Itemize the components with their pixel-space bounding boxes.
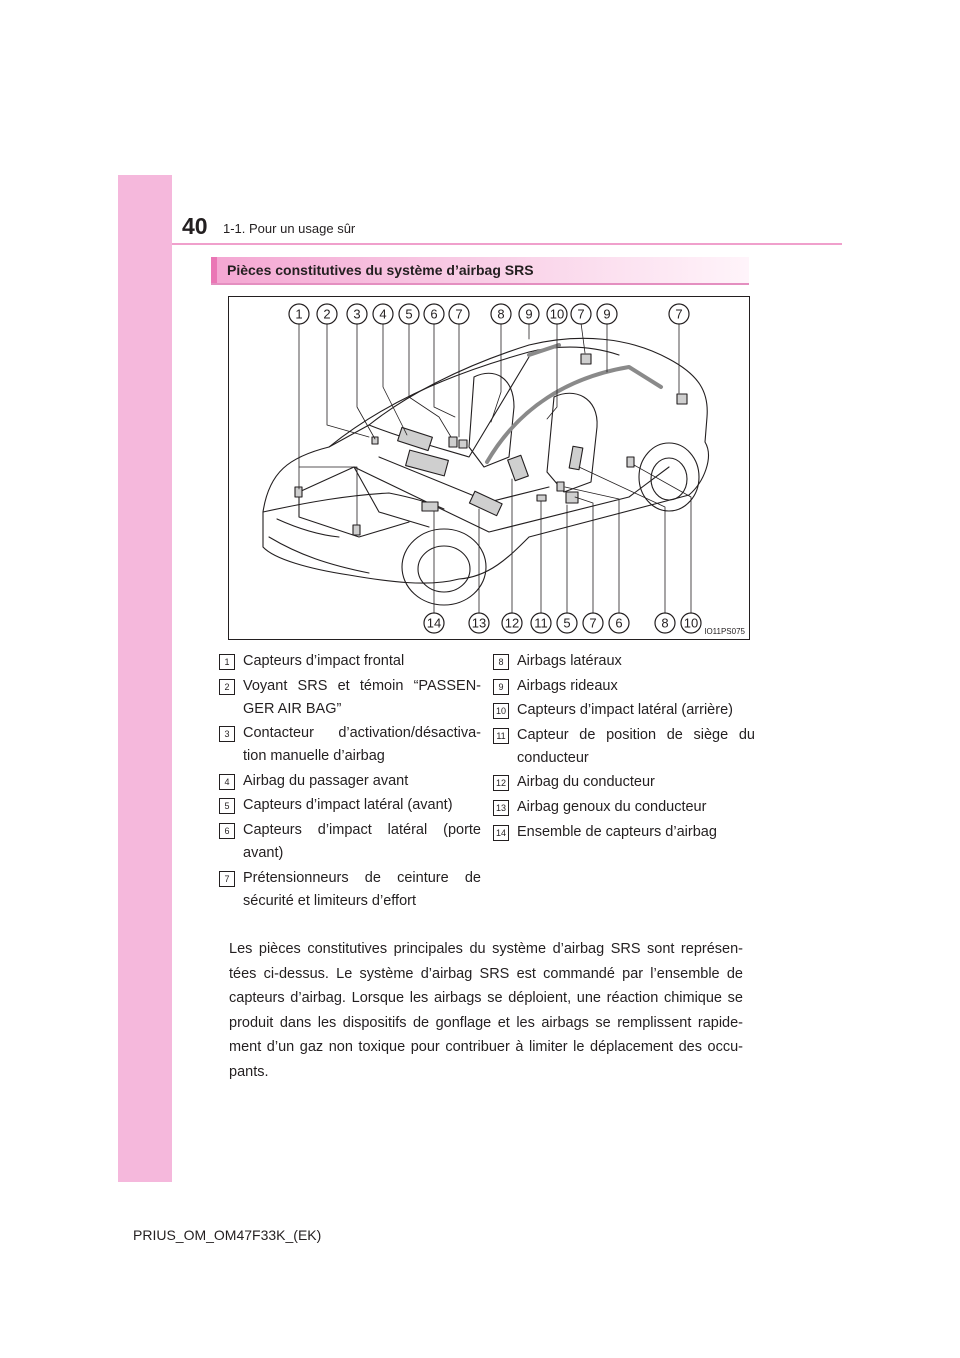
pretensioner-rear: [677, 394, 687, 404]
legend-item: [493, 724, 755, 770]
side-airbag-front: [508, 455, 529, 480]
section-title-banner: [211, 257, 749, 285]
callout-number: 8: [497, 306, 505, 322]
legend-item: [219, 867, 481, 913]
legend-item: [219, 650, 481, 673]
legend-text: Capteurs d’impact latéral (porte avant): [243, 821, 481, 861]
callout-number: 5: [405, 306, 413, 322]
legend-item: [219, 794, 481, 817]
rear-wheel-hub: [651, 458, 687, 500]
airbag-diagram: [228, 296, 750, 640]
rear-impact-sensor: [627, 457, 634, 467]
srs-indicator: [459, 440, 467, 448]
callout-number: 2: [323, 306, 331, 322]
callout-number: 10: [549, 306, 565, 322]
wiring-harness: [299, 457, 669, 532]
legend-number-badge: 14: [493, 825, 509, 841]
legend-text: Voyant SRS et témoin “PASSEN- GER AIR BAG”: [243, 677, 481, 717]
callout-number: 7: [577, 306, 585, 322]
side-airbag-rear: [569, 446, 583, 469]
seat-position-sensor: [537, 495, 546, 501]
page-number: 40: [182, 213, 208, 239]
legend-item: [493, 771, 755, 794]
legend-text: Airbag genoux du conducteur: [517, 798, 707, 815]
legend-number-badge: 13: [493, 800, 509, 816]
callout-number: 4: [379, 306, 387, 322]
legend-number-badge: 9: [493, 679, 509, 695]
airbag-sensor-assembly: [422, 502, 438, 511]
legend-number-badge: 8: [493, 654, 509, 670]
page-footer: PRIUS_OM_OM47F33K_(EK): [133, 1227, 322, 1243]
callout-number: 7: [589, 615, 597, 631]
side-impact-sensor: [557, 482, 564, 491]
car-illustration: [229, 297, 749, 639]
legend-number-badge: 7: [219, 871, 235, 887]
legend-item: [493, 675, 755, 698]
side-tab-strip: [118, 175, 172, 1182]
legend-text: Airbag du conducteur: [517, 774, 655, 791]
legend-item: [219, 675, 481, 721]
legend-text: Capteurs d’impact frontal: [243, 653, 405, 669]
legend-item: [219, 770, 481, 793]
legend-text: Contacteur d’activation/désactiva- tion manuelle d’airbag: [243, 725, 481, 765]
body-paragraph: Les pièces constitutives principales du système d’airbag SRS sont représen- tées ci-dessus. Le système d’airbag SRS est commandé par l’ensemble de capteurs d’airbag. Lorsque les airbags se déploient, une réaction chimique se produit dans les dispositifs de gonflage et les airbags se remplissent rapide- ment d’un gaz non toxique pour contribuer à limiter le déplacement des occu- pants.: [229, 941, 743, 1080]
legend-item: [493, 796, 755, 819]
callout-number: 11: [534, 615, 548, 631]
callout-number: 12: [504, 615, 520, 631]
figure-code: IO11PS075: [704, 627, 745, 636]
legend-number-badge: 6: [219, 823, 235, 839]
legend-item: [493, 821, 755, 844]
legend-text: Capteurs d’impact latéral (avant): [243, 797, 453, 814]
legend-number-badge: 1: [219, 654, 235, 670]
legend-text: Capteur de position de siège du conducteur: [517, 726, 755, 766]
legend-number-badge: 10: [493, 703, 509, 719]
passenger-airbag-module: [398, 427, 433, 450]
legend-item: [493, 699, 755, 722]
callout-number: 9: [603, 306, 611, 322]
knee-airbag-module: [469, 491, 502, 515]
legend-text: Airbags latéraux: [517, 653, 622, 669]
section-header: 1-1. Pour un usage sûr: [223, 221, 356, 236]
driver-airbag-module: [406, 450, 449, 476]
car-hood: [263, 493, 444, 512]
callout-number: 6: [615, 615, 623, 631]
callout-number: 13: [471, 615, 487, 631]
pretensioner-roof: [581, 354, 591, 364]
legend-item: [219, 722, 481, 768]
front-impact-sensor-right: [353, 525, 360, 535]
callout-number: 7: [675, 306, 683, 322]
legend-number-badge: 4: [219, 774, 235, 790]
car-roofline: [329, 347, 619, 447]
legend-item: [219, 819, 481, 865]
callout-number: 1: [295, 306, 303, 322]
callout-number: 14: [426, 615, 442, 631]
front-impact-sensor-left: [295, 487, 302, 497]
airbag-switch: [372, 437, 378, 444]
legend-number-badge: 3: [219, 726, 235, 742]
legend-number-badge: 11: [493, 728, 509, 744]
section-title: Pièces constitutives du système d’airbag SRS: [227, 262, 534, 278]
front-wheel-hub: [418, 546, 470, 592]
front-wheel: [402, 529, 486, 605]
section-title-accent: [211, 257, 217, 283]
legend-right-column: [493, 650, 755, 845]
driver-seat: [547, 393, 597, 492]
callout-number: 6: [430, 306, 438, 322]
callout-number: 8: [661, 615, 669, 631]
legend-text: Airbag du passager avant: [243, 772, 409, 789]
legend-text: Capteurs d’impact latéral (arrière): [517, 702, 733, 719]
legend-number-badge: 12: [493, 775, 509, 791]
legend-text: Airbags rideaux: [517, 677, 618, 694]
callout-number: 9: [525, 306, 533, 322]
legend-text: Prétensionneurs de ceinture de sécurité et limiteurs d’effort: [243, 869, 481, 909]
side-impact-door-sensor: [449, 437, 457, 447]
legend-item: [493, 650, 755, 673]
legend-number-badge: 5: [219, 798, 235, 814]
callout-number: 10: [683, 615, 699, 631]
callout-number: 3: [353, 306, 361, 322]
legend-left-column: [219, 650, 481, 914]
front-bumper: [269, 537, 369, 573]
callout-number: 5: [563, 615, 571, 631]
callout-number: 7: [455, 306, 463, 322]
headlight: [277, 519, 339, 537]
legend-text: Ensemble de capteurs d’airbag: [517, 823, 717, 840]
header-rule: [172, 243, 842, 245]
legend-number-badge: 2: [219, 679, 235, 695]
